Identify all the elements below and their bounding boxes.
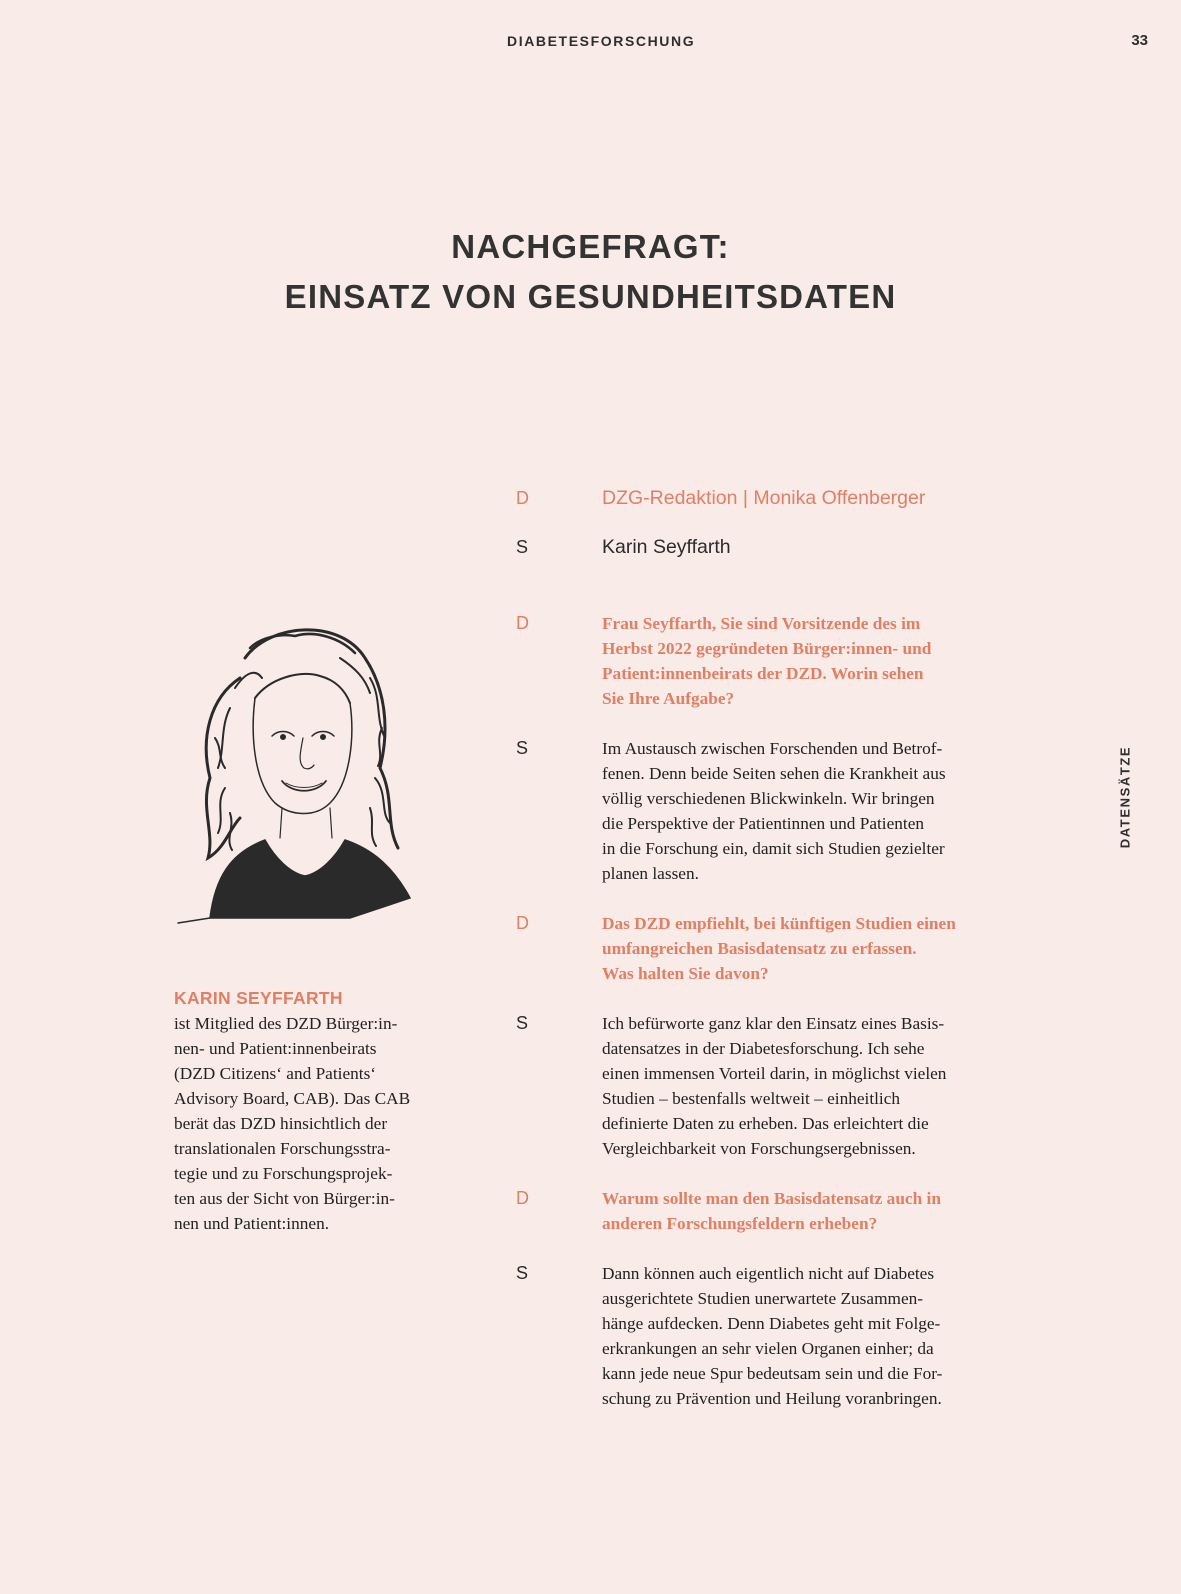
- text-line: einen immensen Vorteil darin, in möglichst vielen: [602, 1064, 947, 1083]
- text-line: ist Mitglied des DZD Bürger:in-: [174, 1014, 398, 1033]
- text-line: definierte Daten zu erheben. Das erleichtert die: [602, 1114, 929, 1133]
- page-title: [0, 222, 1181, 322]
- title-line-2: EINSATZ VON GESUNDHEITSDATEN: [284, 278, 897, 315]
- answer: [516, 1261, 1016, 1411]
- speaker-marker: S: [516, 738, 529, 758]
- text-line: Vergleichbarkeit von Forschungsergebnissen.: [602, 1139, 916, 1158]
- text-line: in die Forschung ein, damit sich Studien gezielter: [602, 839, 945, 858]
- speaker-marker: D: [516, 913, 529, 933]
- speaker-marker: D: [516, 488, 529, 508]
- interview-block-2: [516, 736, 1016, 886]
- question-text: [602, 1186, 1022, 1236]
- bio-box: [174, 986, 444, 1236]
- answer: [516, 736, 1016, 886]
- text-line: translationalen Forschungsstra-: [174, 1139, 391, 1158]
- text-line: anderen Forschungsfeldern erheben?: [602, 1214, 878, 1233]
- text-line: (DZD Citizens‘ and Patients‘: [174, 1064, 377, 1083]
- answer: [516, 1011, 1016, 1161]
- text-line: umfangreichen Basisdatensatz zu erfassen.: [602, 939, 917, 958]
- text-line: Das DZD empfiehlt, bei künftigen Studien einen: [602, 914, 956, 933]
- text-line: tegie und zu Forschungsprojek-: [174, 1164, 393, 1183]
- text-line: Was halten Sie davon?: [602, 964, 769, 983]
- text-line: ausgerichtete Studien unerwartete Zusammen-: [602, 1289, 924, 1308]
- speaker-marker: D: [516, 1188, 529, 1208]
- text-line: Advisory Board, CAB). Das CAB: [174, 1089, 411, 1108]
- credit-interviewer: [516, 486, 1016, 511]
- text-line: ten aus der Sicht von Bürger:in-: [174, 1189, 395, 1208]
- text-line: Dann können auch eigentlich nicht auf Diabetes: [602, 1264, 935, 1283]
- text-line: nen und Patient:innen.: [174, 1214, 330, 1233]
- text-line: erkrankungen an sehr vielen Organen einher; da: [602, 1339, 934, 1358]
- question: [516, 1186, 1016, 1236]
- answer-text: [602, 1011, 1022, 1161]
- speaker-marker: D: [516, 613, 529, 633]
- running-head: DIABETESFORSCHUNG: [507, 33, 696, 49]
- text-line: schung zu Prävention und Heilung voranbringen.: [602, 1389, 942, 1408]
- interview-block-4: [516, 1011, 1016, 1161]
- text-line: berät das DZD hinsichtlich der: [174, 1114, 388, 1133]
- text-line: Frau Seyffarth, Sie sind Vorsitzende des im: [602, 614, 921, 633]
- text-line: datensatzes in der Diabetesforschung. Ich sehe: [602, 1039, 925, 1058]
- page-number: 33: [1131, 32, 1148, 49]
- question: [516, 611, 1016, 711]
- text-line: Sie Ihre Aufgabe?: [602, 689, 735, 708]
- speaker-marker: S: [516, 537, 529, 557]
- text-line: kann jede neue Spur bedeutsam sein und die For-: [602, 1364, 943, 1383]
- speaker-marker: S: [516, 1013, 529, 1033]
- text-line: Herbst 2022 gegründeten Bürger:innen- und: [602, 639, 932, 658]
- text-line: Ich befürworte ganz klar den Einsatz eines Basis-: [602, 1014, 945, 1033]
- interview-block-5: [516, 1186, 1016, 1236]
- question-text: [602, 911, 1022, 986]
- credit-text: DZG-Redaktion | Monika Offenberger: [602, 487, 926, 509]
- answer-text: [602, 1261, 1022, 1411]
- credits: [516, 486, 1016, 560]
- text-line: Warum sollte man den Basisdatensatz auch in: [602, 1189, 941, 1208]
- interview-block-6: [516, 1261, 1016, 1411]
- speaker-marker: S: [516, 1263, 529, 1283]
- portrait-illustration: [170, 618, 420, 948]
- text-line: Patient:innenbeirats der DZD. Worin sehen: [602, 664, 924, 683]
- answer-text: [602, 736, 1022, 886]
- credit-interviewee: [516, 535, 1016, 560]
- text-line: nen- und Patient:innenbeirats: [174, 1039, 377, 1058]
- credit-text: Karin Seyffarth: [602, 536, 731, 558]
- text-line: fenen. Denn beide Seiten sehen die Krankheit aus: [602, 764, 946, 783]
- text-line: Studien – bestenfalls weltweit – einheitlich: [602, 1089, 901, 1108]
- question-text: [602, 611, 1022, 711]
- interview-block-3: [516, 911, 1016, 986]
- section-side-tab: DATENSÄTZE: [1117, 745, 1133, 849]
- question: [516, 911, 1016, 986]
- text-line: völlig verschiedenen Blickwinkeln. Wir bringen: [602, 789, 935, 808]
- title-line-1: NACHGEFRAGT:: [451, 228, 730, 265]
- text-line: Im Austausch zwischen Forschenden und Betrof-: [602, 739, 943, 758]
- text-line: die Perspektive der Patientinnen und Patienten: [602, 814, 925, 833]
- interview-block-1: [516, 611, 1016, 711]
- text-line: planen lassen.: [602, 864, 699, 883]
- bio-name: KARIN SEYFFARTH: [174, 988, 343, 1008]
- text-line: hänge aufdecken. Denn Diabetes geht mit Folge-: [602, 1314, 941, 1333]
- bio-text: [174, 1011, 444, 1236]
